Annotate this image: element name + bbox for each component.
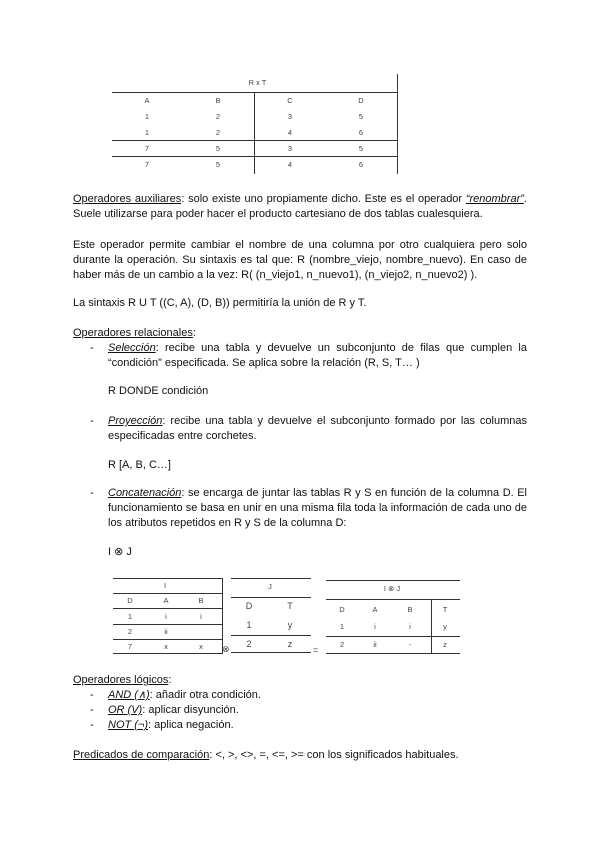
table-i-header: D: [127, 596, 133, 605]
table-ij-cell: ii: [373, 640, 377, 649]
table-border: [113, 593, 222, 594]
table-ij-header: B: [407, 605, 413, 614]
rel-item-text: : se encarga de juntar las tablas R y S en función de la columna D. El funcionamiento se basa en unir en una misma fila toda la información de cada uno de los atributos repetidos en R y S de la columna D:: [108, 487, 527, 529]
aux-heading: Operadores auxiliares: [73, 193, 182, 205]
table-rxt-header: C: [287, 96, 293, 105]
table-rxt-cell: 1: [144, 128, 150, 137]
logic-item-text: : añadir otra condición.: [149, 689, 261, 701]
table-rxt-cell: 2: [215, 128, 221, 137]
rel-example: I ⊗ J: [108, 546, 132, 558]
rel-colon: :: [192, 327, 196, 339]
table-i-cell: ii: [164, 627, 168, 636]
logic-item-and: [108, 688, 261, 703]
table-j-cell: y: [287, 620, 293, 630]
table-rxt-header: B: [215, 96, 221, 105]
table-ij-title: I ⊗ J: [383, 584, 401, 593]
logic-dash: -: [90, 689, 94, 701]
logic-item-or: [108, 703, 239, 718]
table-border: [222, 578, 223, 654]
table-border: [326, 653, 460, 654]
rel-dash: -: [90, 415, 94, 427]
equals-operator: =: [313, 645, 319, 655]
table-i-title: I: [163, 581, 167, 590]
table-ij-cell: i: [409, 622, 411, 631]
table-i-cell: i: [200, 612, 202, 621]
rel-item-name: Concatenación: [108, 487, 182, 499]
rel-heading: Operadores relacionales: [73, 327, 193, 339]
rel-example: R DONDE condición: [108, 385, 209, 397]
union-paragraph: La sintaxis R U T ((C, A), (D, B)) permitiría la unión de R y T.: [73, 297, 367, 309]
table-border: [231, 635, 311, 636]
logic-item-name: OR (V): [108, 704, 143, 716]
table-border: [113, 624, 222, 625]
rel-example: R [A, B, C…]: [108, 459, 171, 471]
table-rxt-cell: 5: [215, 144, 221, 153]
table-border: [113, 639, 222, 640]
table-i-cell: 7: [127, 642, 133, 651]
table-rxt-cell: 4: [287, 128, 293, 137]
table-rxt-header: A: [144, 96, 150, 105]
aux-renombrar: “renombrar”: [465, 193, 524, 205]
table-rxt-cell: 5: [358, 112, 364, 121]
compare-paragraph: [73, 748, 459, 763]
table-j-cell: 1: [246, 620, 252, 630]
rel-dash: -: [90, 487, 94, 499]
logic-colon: :: [168, 674, 172, 686]
table-rxt-header: D: [358, 96, 364, 105]
rel-item-concatenacion: [108, 486, 527, 531]
table-i-cell: x: [199, 642, 203, 651]
table-ij-header: T: [442, 605, 448, 614]
table-j-header: D: [245, 601, 253, 611]
table-j-cell: z: [287, 639, 293, 649]
table-ij-cell: i: [374, 622, 376, 631]
table-border: [113, 608, 222, 609]
table-border: [326, 636, 460, 637]
rel-item-text: : recibe una tabla y devuelve un subconjunto de filas que cumplen la “condición” especificada. Se aplica sobre la relación (R, S, T… ): [108, 342, 527, 369]
table-rxt-cell: 7: [144, 160, 150, 169]
table-i-cell: 1: [127, 612, 133, 621]
table-rxt-cell: 1: [144, 112, 150, 121]
logic-item-name: AND (∧): [108, 689, 150, 701]
rel-dash: -: [90, 342, 94, 354]
logic-heading: Operadores lógicos: [73, 674, 169, 686]
rel-heading-line: [73, 326, 196, 341]
table-border: [231, 597, 311, 598]
aux-paragraph: [73, 192, 527, 222]
table-rxt-title: R x T: [248, 78, 267, 87]
table-i-header: A: [163, 596, 169, 605]
table-rxt-border: [397, 74, 398, 174]
table-i-cell: 2: [127, 627, 133, 636]
rel-item-name: Selección: [108, 342, 156, 354]
table-j-title: J: [268, 582, 272, 591]
table-rxt-border: [112, 140, 398, 141]
table-ij-cell: -: [408, 640, 412, 649]
table-ij-cell: y: [443, 622, 447, 631]
logic-item-not: [108, 718, 234, 733]
table-ij-cell: z: [443, 640, 447, 649]
logic-item-text: : aplica negación.: [148, 719, 234, 731]
rel-item-proyeccion: [108, 414, 527, 444]
logic-dash: -: [90, 704, 94, 716]
rel-item-text: : recibe una tabla y devuelve el subconjunto formado por las columnas especificadas entre corchetes.: [108, 415, 527, 442]
table-border: [326, 599, 460, 600]
table-ij-header: A: [372, 605, 378, 614]
table-rxt-cell: 5: [358, 144, 364, 153]
table-rxt-cell: 4: [287, 160, 293, 169]
table-ij-cell: 2: [339, 640, 345, 649]
rel-item-seleccion: [108, 341, 527, 371]
compare-text: : <, >, <>, =, <=, >= con los significados habituales.: [209, 749, 459, 761]
logic-dash: -: [90, 719, 94, 731]
table-border: [113, 578, 222, 579]
logic-item-name: NOT (¬): [108, 719, 149, 731]
table-j-cell: 2: [246, 639, 252, 649]
compare-heading: Predicados de comparación: [73, 749, 210, 761]
table-ij-header: D: [339, 605, 345, 614]
table-i-header: B: [198, 596, 204, 605]
concat-operator: ⊗: [222, 644, 230, 654]
rename-paragraph: Este operador permite cambiar el nombre de una columna por otro cualquiera pero solo durante la operación. Su sintaxis es tal que: R (nombre_viejo, nombre_nuevo). En caso de haber más de un cambio a la vez: R( (n_viejo1, n_nuevo1), (n_viejo2, n_nuevo2) ).: [73, 239, 527, 281]
table-rxt-cell: 7: [144, 144, 150, 153]
aux-text-2: . Suele utilizarse para poder hacer el producto cartesiano de dos tablas cualesquiera.: [73, 193, 527, 220]
table-border: [326, 580, 460, 581]
rel-item-name: Proyección: [108, 415, 163, 427]
table-rxt-border: [112, 156, 398, 157]
table-rxt-cell: 6: [358, 160, 364, 169]
table-rxt-cell: 3: [287, 112, 293, 121]
table-rxt-cell: 2: [215, 112, 221, 121]
table-border: [231, 578, 311, 579]
table-rxt-cell: 3: [287, 144, 293, 153]
table-border: [231, 652, 311, 653]
table-rxt-cell: 6: [358, 128, 364, 137]
table-i-cell: x: [164, 642, 168, 651]
table-j-header: T: [287, 601, 293, 611]
aux-text: : solo existe uno propiamente dicho. Este es el operador: [181, 193, 466, 205]
table-rxt-border: [112, 92, 398, 93]
logic-heading-line: [73, 673, 171, 688]
table-i-cell: i: [165, 612, 167, 621]
table-ij-cell: 1: [339, 622, 345, 631]
table-border: [113, 653, 222, 654]
table-rxt-border: [254, 92, 255, 174]
table-rxt-cell: 5: [215, 160, 221, 169]
logic-item-text: : aplicar disyunción.: [142, 704, 239, 716]
